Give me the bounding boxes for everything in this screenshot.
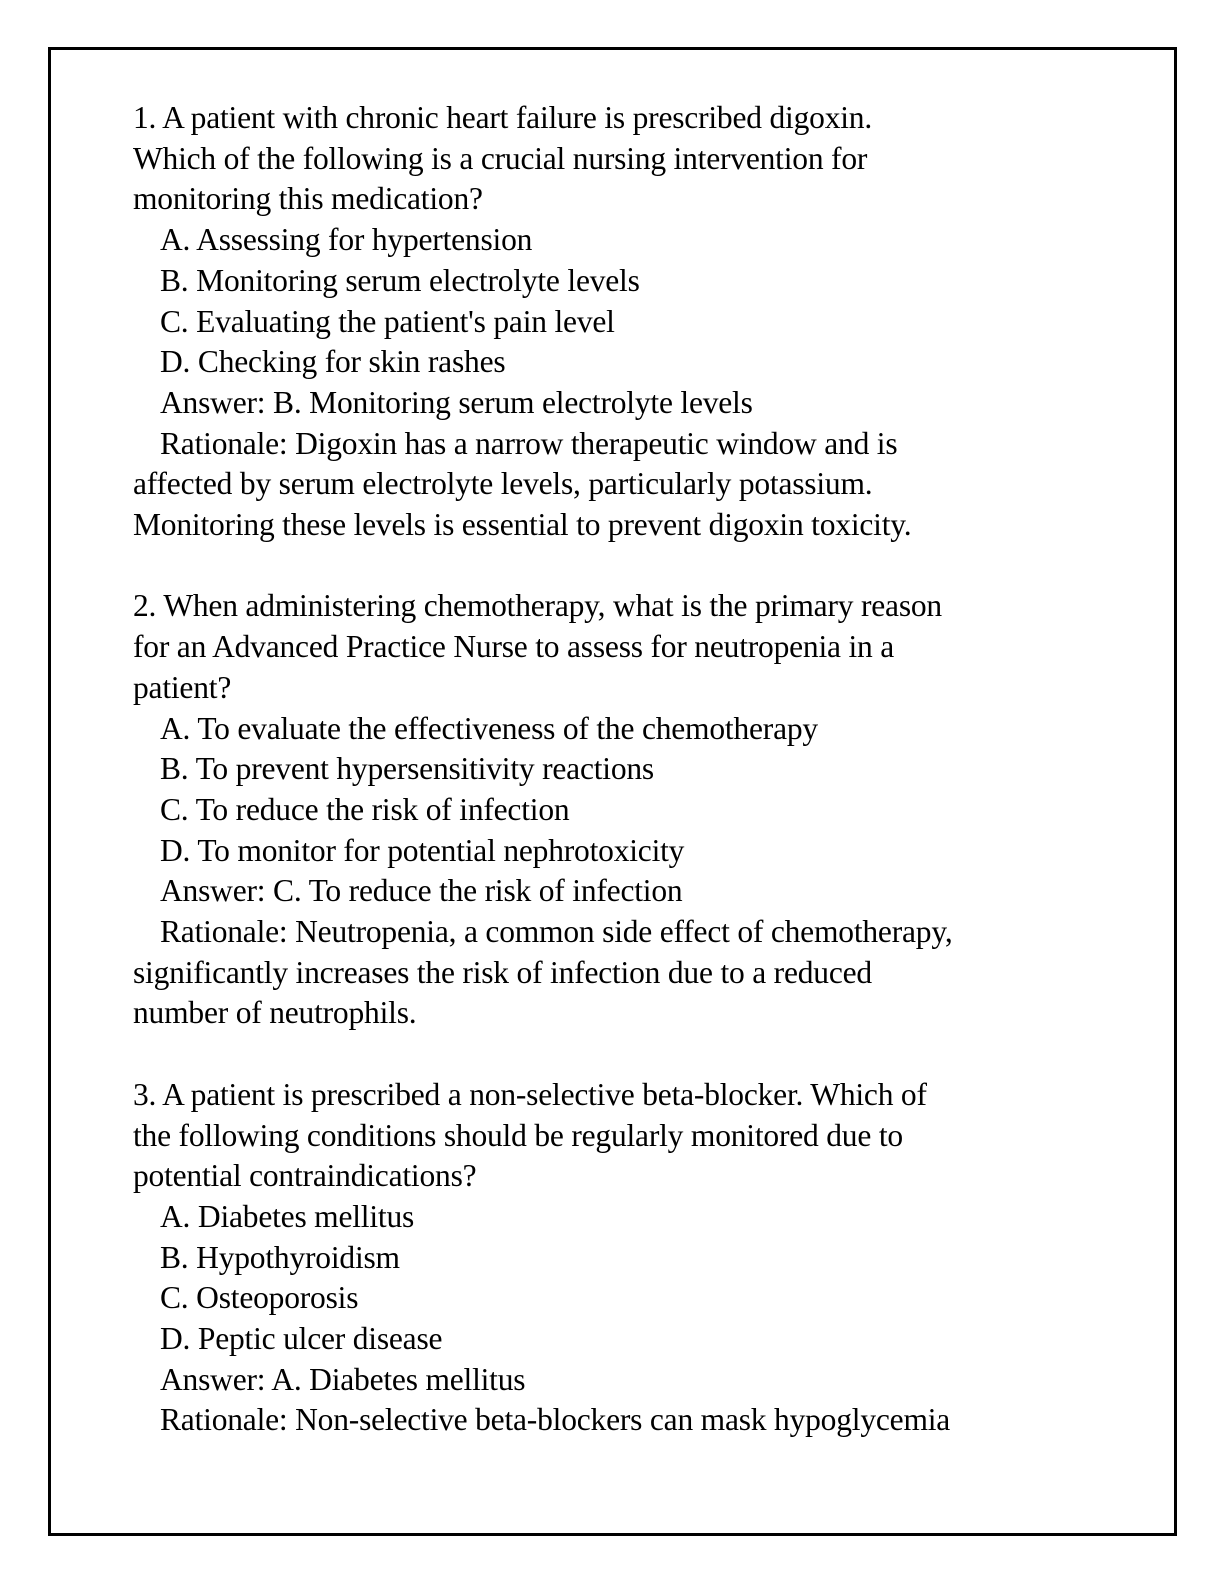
option-b: B. Monitoring serum electrolyte levels <box>160 262 640 298</box>
option-a: A. Assessing for hypertension <box>160 222 533 258</box>
answer: Answer: B. Monitoring serum electrolyte levels <box>160 384 753 420</box>
question-stem-line: for an Advanced Practice Nurse to assess for neutropenia in a <box>133 629 895 665</box>
question-3 <box>133 1075 1133 1441</box>
question-stem-line: patient? <box>133 669 232 705</box>
question-stem-line: monitoring this medication? <box>133 181 483 217</box>
option-b: B. Hypothyroidism <box>160 1239 400 1275</box>
question-stem-line: 3. A patient is prescribed a non-selective beta-blocker. Which of <box>133 1076 927 1112</box>
question-1 <box>133 98 1133 546</box>
answer: Answer: A. Diabetes mellitus <box>160 1361 526 1397</box>
question-stem-line: Which of the following is a crucial nursing intervention for <box>133 140 868 176</box>
question-stem-line: potential contraindications? <box>133 1158 477 1194</box>
rationale-line: number of neutrophils. <box>133 995 417 1031</box>
question-stem-line: 1. A patient with chronic heart failure is prescribed digoxin. <box>133 100 873 135</box>
option-d: D. To monitor for potential nephrotoxicity <box>160 832 685 868</box>
rationale-line: Rationale: Neutropenia, a common side effect of chemotherapy, <box>160 914 953 950</box>
rationale-line: significantly increases the risk of infection due to a reduced <box>133 954 872 990</box>
option-d: D. Checking for skin rashes <box>160 344 506 380</box>
rationale-line: Monitoring these levels is essential to prevent digoxin toxicity. <box>133 507 912 543</box>
answer: Answer: C. To reduce the risk of infection <box>160 873 683 909</box>
option-c: C. Evaluating the patient's pain level <box>160 303 615 339</box>
document-content <box>133 98 1133 1482</box>
question-stem-line: the following conditions should be regularly monitored due to <box>133 1117 903 1153</box>
option-a: A. Diabetes mellitus <box>160 1198 415 1234</box>
option-c: C. To reduce the risk of infection <box>160 791 570 827</box>
rationale-line: Rationale: Digoxin has a narrow therapeutic window and is <box>160 425 898 461</box>
question-stem-line: 2. When administering chemotherapy, what is the primary reason <box>133 588 942 624</box>
option-d: D. Peptic ulcer disease <box>160 1321 443 1357</box>
rationale-line: Rationale: Non-selective beta-blockers can mask hypoglycemia <box>160 1402 951 1438</box>
option-b: B. To prevent hypersensitivity reactions <box>160 751 654 787</box>
question-2 <box>133 586 1133 1034</box>
rationale-line: affected by serum electrolyte levels, particularly potassium. <box>133 466 873 502</box>
option-a: A. To evaluate the effectiveness of the chemotherapy <box>160 710 818 746</box>
option-c: C. Osteoporosis <box>160 1280 359 1316</box>
